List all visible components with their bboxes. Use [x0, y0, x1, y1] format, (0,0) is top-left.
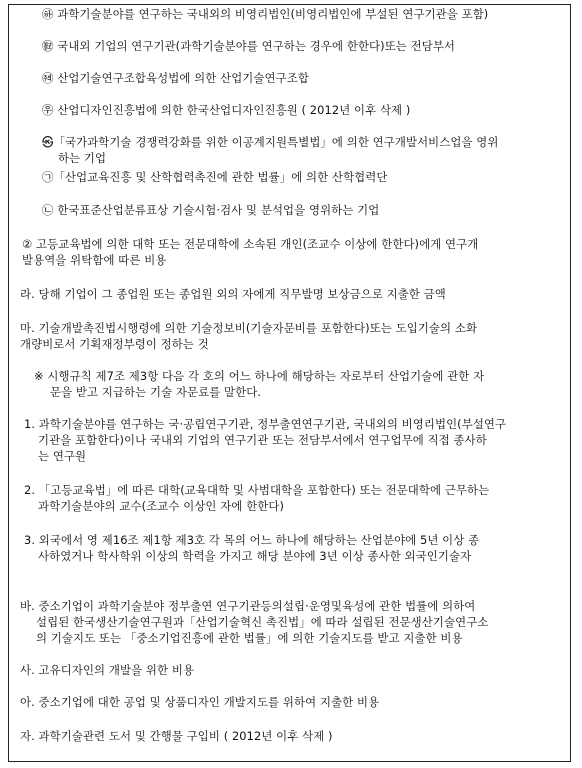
item-line: 개량비로서 기획재정부령이 정하는 것	[20, 337, 209, 351]
item-line: 의 기술지도 또는 「중소기업진흥에 관한 법률」에 의한 기술지도를 받고 지출한 비용	[36, 631, 463, 645]
item-line: ㉡ 한국표준산업분류표상 기술시험·검사 및 분석업을 영위하는 기업	[42, 203, 380, 217]
item-line: 아. 중소기업에 대한 공업 및 상품디자인 개발지도를 위하여 지출한 비용	[20, 695, 380, 709]
item-line: 과학기술분야의 교수(조교수 이상인 자에 한한다)	[38, 499, 285, 513]
item-line: 1. 과학기술분야를 연구하는 국·공립연구기관, 정부출연연구기관, 국내외의 비영리법인(부설연구	[24, 417, 507, 431]
item-line: ㉻ 과학기술분야를 연구하는 국내외의 비영리법인(비영리법인에 부설된 연구기관을 포함)	[42, 7, 489, 21]
item-line: 사하였거나 학사학위 이상의 학력을 가지고 해당 분야에 3년 이상 종사한 외국인기술자	[38, 549, 472, 563]
item-line: ㉿「국가과학기술 경쟁력강화를 위한 이공계지원특별법」에 의한 연구개발서비스업을 영위	[42, 135, 499, 149]
item-line: ㉾ 산업디자인진흥법에 의한 한국산업디자인진흥원 ( 2012년 이후 삭제 )	[42, 103, 411, 117]
item-line: ② 고등교육법에 의한 대학 또는 전문대학에 소속된 개인(조교수 이상에 한한다)에게 연구개	[22, 237, 479, 251]
item-line: ㉠「산업교육진흥 및 산학협력촉진에 관한 법률」에 의한 산학협력단	[42, 170, 388, 184]
item-line: 라. 당해 기업이 그 종업원 또는 종업원 외의 자에게 직무발명 보상금으로 지출한 금액	[20, 287, 446, 301]
item-line: 사. 고유디자인의 개발을 위한 비용	[20, 663, 195, 677]
item-line: 하는 기업	[58, 151, 107, 165]
item-line: 2. 「고등교육법」에 따른 대학(교육대학 및 사범대학을 포함한다) 또는 전문대학에 근무하는	[24, 483, 490, 497]
item-line: ㉼ 국내외 기업의 연구기관(과학기술분야를 연구하는 경우에 한한다)또는 전담부서	[42, 39, 456, 53]
item-line: 바. 중소기업이 과학기술분야 정부출연 연구기관등의설립·운영및육성에 관한 법률에 의하여	[20, 599, 476, 613]
note-line: ※ 시행규칙 제7조 제3항 다음 각 호의 어느 하나에 해당하는 자로부터 산업기술에 관한 자	[34, 369, 485, 383]
item-line: 는 연구원	[38, 449, 87, 463]
item-line: 마. 기술개발촉진법시행령에 의한 기술정보비(기술자문비를 포함한다)또는 도입기술의 소화	[20, 321, 478, 335]
note-line: 문을 받고 지급하는 기술 자문료를 말한다.	[50, 385, 262, 399]
item-line: 자. 과학기술관련 도서 및 간행물 구입비 ( 2012년 이후 삭제 )	[20, 729, 333, 743]
item-line: 발용역을 위탁함에 따른 비용	[22, 253, 167, 267]
item-line: 설립된 한국생산기술연구원과「산업기술혁신 촉진법」에 따라 설립된 전문생산기술연구소	[36, 615, 489, 629]
item-line: ㉽ 산업기술연구조합육성법에 의한 산업기술연구조합	[42, 71, 309, 85]
item-line: 3. 외국에서 영 제16조 제1항 제3호 각 목의 어느 하나에 해당하는 산업분야에 5년 이상 종	[24, 533, 480, 547]
item-line: 기관을 포함한다)이나 국내외 기업의 연구기관 또는 전담부서에서 연구업무에 직접 종사하	[38, 433, 487, 447]
